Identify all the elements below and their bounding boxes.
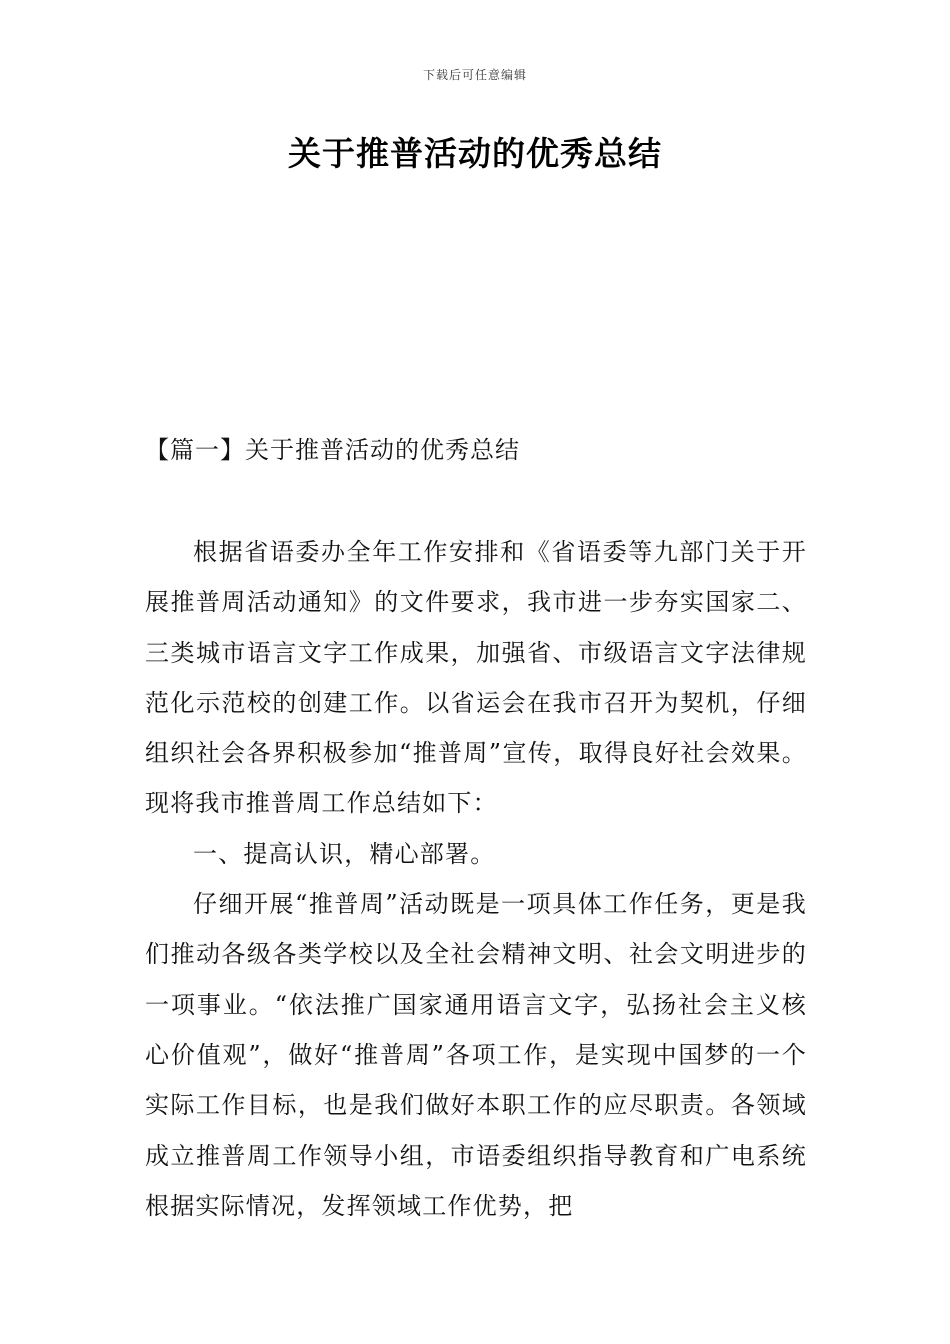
paragraph-intro: 根据省语委办全年工作安排和《省语委等九部门关于开展推普周活动通知》的文件要求，我市进一步夯实国家二、三类城市语言文字工作成果，加强省、市级语言文字法律规范化示范校的创建工作。以省运会在我市召开为契机，仔细组织社会各界积极参加“推普周”宣传，取得良好社会效果。现将我市推普周工作总结如下：: [145, 538, 807, 818]
document-body: [145, 527, 807, 1231]
paragraph-detail: 仔细开展“推普周”活动既是一项具体工作任务，更是我们推动各级各类学校以及全社会精神文明、社会文明进步的一项事业。“依法推广国家通用语言文字，弘扬社会主义核心价值观”，做好“推普周”各项工作，是实现中国梦的一个实际工作目标，也是我们做好本职工作的应尽职责。各领域成立推普周工作领导小组，市语委组织指导教育和广电系统根据实际情况，发挥领域工作优势，把: [145, 890, 807, 1220]
section-heading: 【篇一】关于推普活动的优秀总结: [145, 436, 520, 464]
document-title: 关于推普活动的优秀总结: [288, 134, 662, 173]
header-note: 下载后可任意编辑: [422, 68, 527, 82]
paragraph-subheading: 一、提高认识，精心部署。: [193, 839, 496, 868]
